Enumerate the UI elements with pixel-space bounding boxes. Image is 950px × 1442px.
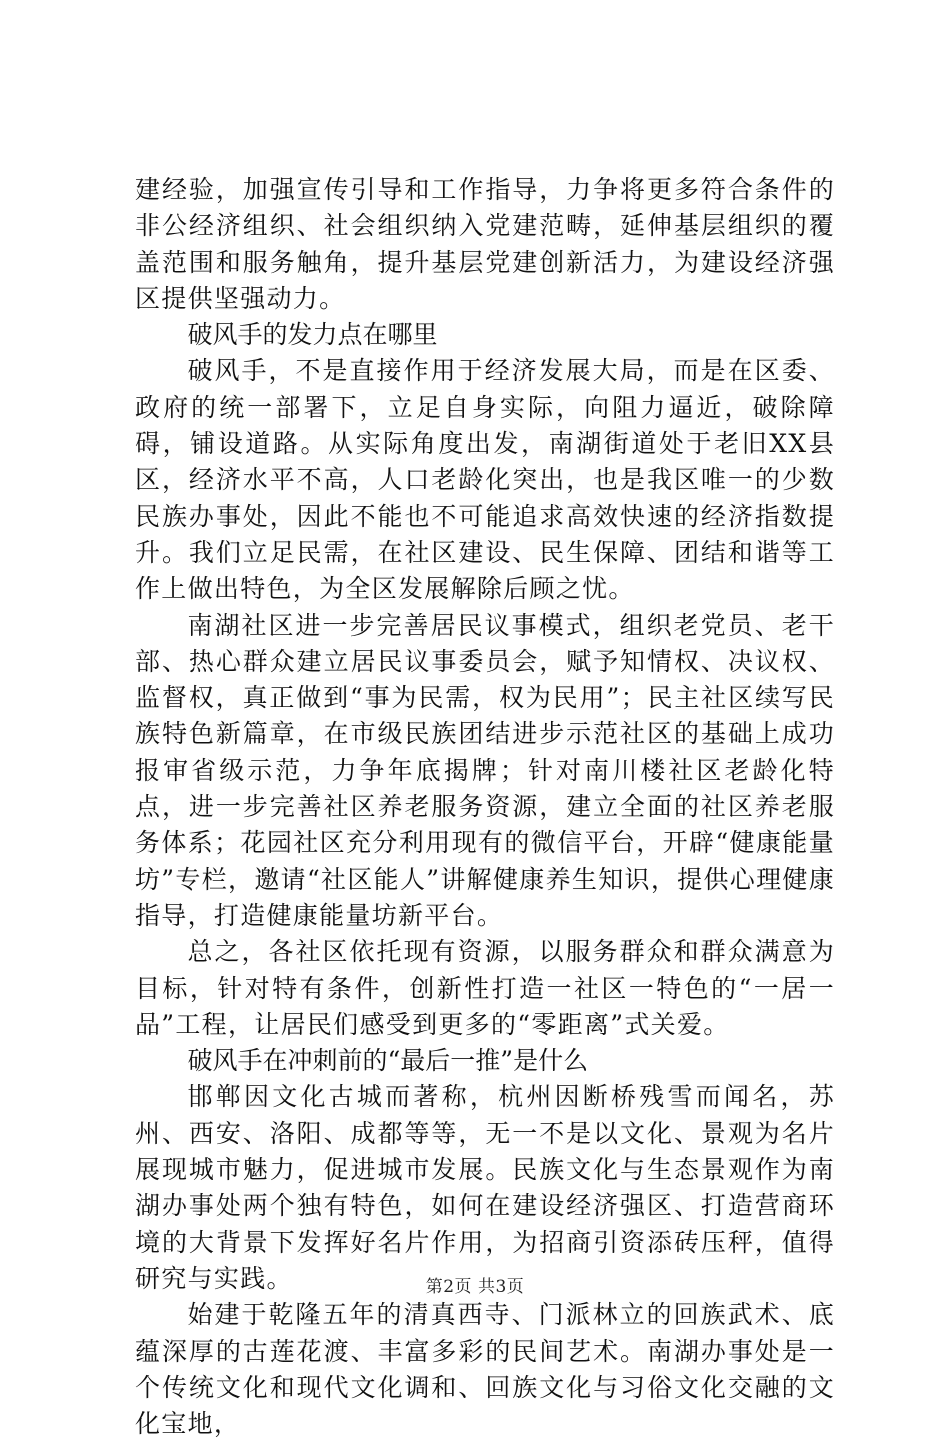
document-body bbox=[135, 172, 835, 1442]
paragraph: 邯郸因文化古城而著称，杭州因断桥残雪而闻名，苏州、西安、洛阳、成都等等，无一不是以文化、景观为名片展现城市魅力，促进城市发展。民族文化与生态景观作为南湖办事处两个独有特色，如何在建设经济强区、打造营商环境的大背景下发挥好名片作用，为招商引资添砖压秤，值得研究与实践。 bbox=[135, 1082, 835, 1293]
paragraph: 始建于乾隆五年的清真西寺、门派林立的回族武术、底蕴深厚的古莲花渡、丰富多彩的民间艺术。南湖办事处是一个传统文化和现代文化调和、回族文化与习俗文化交融的文化宝地， bbox=[135, 1300, 835, 1439]
section-heading: 破风手在冲刺前的“最后一推”是什么 bbox=[187, 1046, 589, 1076]
section-heading: 破风手的发力点在哪里 bbox=[187, 320, 438, 350]
paragraph: 南湖社区进一步完善居民议事模式，组织老党员、老干部、热心群众建立居民议事委员会，赋予知情权、决议权、监督权，真正做到“事为民需，权为民用”；民主社区续写民族特色新篇章，在市级民族团结进步示范社区的基础上成功报审省级示范，力争年底揭牌；针对南川楼社区老龄化特点，进一步完善社区养老服务资源，建立全面的社区养老服务体系；花园社区充分利用现有的微信平台，开辟“健康能量坊”专栏，邀请“社区能人”讲解健康养生知识，提供心理健康指导，打造健康能量坊新平台。 bbox=[135, 610, 835, 930]
page-number-footer: 第2页 共3页 bbox=[425, 1277, 525, 1297]
paragraph: 总之，各社区依托现有资源，以服务群众和群众满意为目标，针对特有条件，创新性打造一社区一特色的“一居一品”工程，让居民们感受到更多的“零距离”式关爱。 bbox=[135, 937, 835, 1039]
paragraph-continuation: 建经验，加强宣传引导和工作指导，力争将更多符合条件的非公经济组织、社会组织纳入党建范畴，延伸基层组织的覆盖范围和服务触角，提升基层党建创新活力，为建设经济强区提供坚强动力。 bbox=[135, 175, 835, 313]
paragraph: 破风手，不是直接作用于经济发展大局，而是在区委、政府的统一部署下，立足自身实际，向阻力逼近，破除障碍，铺设道路。从实际角度出发，南湖街道处于老旧XX县区，经济水平不高，人口老龄化突出，也是我区唯一的少数民族办事处，因此不能也不可能追求高效快速的经济指数提升。我们立足民需，在社区建设、民生保障、团结和谐等工作上做出特色，为全区发展解除后顾之忧。 bbox=[135, 356, 835, 604]
